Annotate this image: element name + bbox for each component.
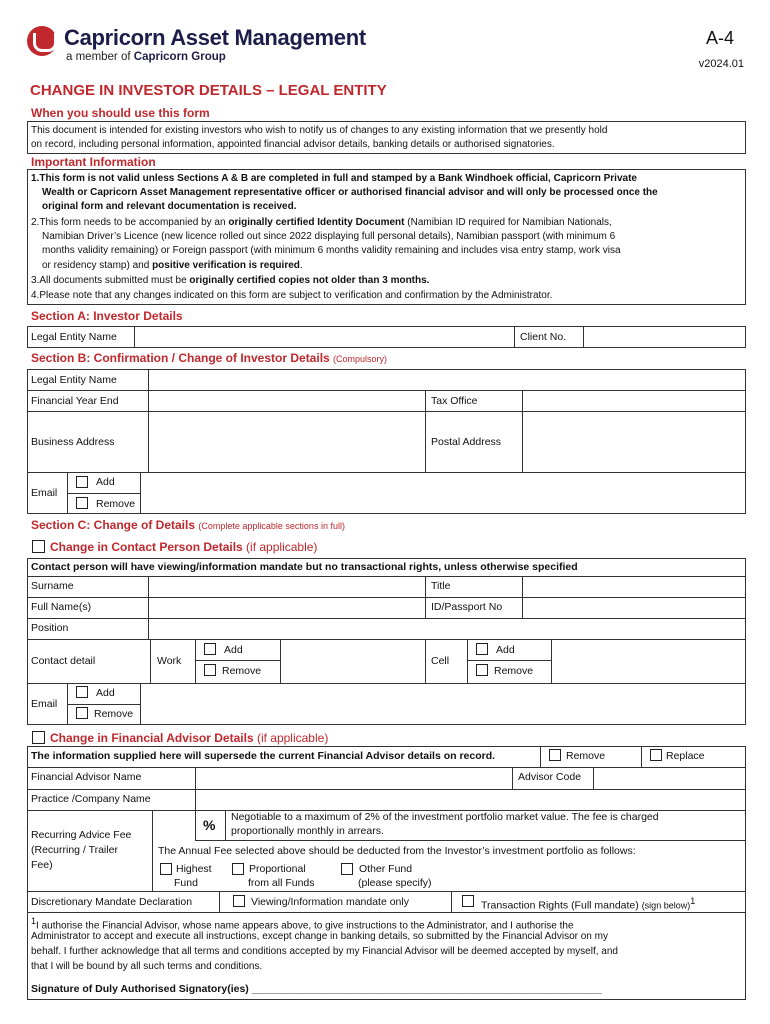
annual-fee-text: The Annual Fee selected above should be deducted from the Investor’s investment portfolio as follows: xyxy=(158,845,636,857)
fa-name-label: Financial Advisor Name xyxy=(31,771,142,783)
proportional-line-2: from all Funds xyxy=(248,877,315,889)
b-financial-year-label: Financial Year End xyxy=(31,395,119,407)
full-names-label: Full Name(s) xyxy=(31,601,92,613)
important-4: 4.Please note that any changes indicated on this form are subject to verification and confirmation by the Administrator. xyxy=(31,290,553,301)
advisor-banner: The information supplied here will supersede the current Financial Advisor details on record. xyxy=(31,750,496,762)
logo-icon xyxy=(27,26,57,56)
id-passport-label: ID/Passport No xyxy=(431,601,503,613)
intro-line-2: on record, including personal information, appointed financial advisor details, banking details or authorised signatories. xyxy=(31,139,555,150)
contact-email-add-checkbox[interactable] xyxy=(76,686,88,698)
viewing-mandate-checkbox[interactable] xyxy=(233,895,245,907)
work-add-checkbox[interactable] xyxy=(204,643,216,655)
important-1-line-2: Wealth or Capricorn Asset Management representative officer or authorised financial advisor and will only be processed once the xyxy=(42,187,658,198)
contact-email-add-label: Add xyxy=(96,687,115,699)
signature-line[interactable]: Signature of Duly Authorised Signatory(ies) ____________________________________________________________ xyxy=(31,983,603,995)
advisor-replace-label: Replace xyxy=(666,750,705,762)
other-fund-checkbox[interactable] xyxy=(341,863,353,875)
important-3: 3.All documents submitted must be originally certified copies not older than 3 months. xyxy=(31,275,430,286)
contact-email-label: Email xyxy=(31,698,58,710)
form-version: v2024.01 xyxy=(698,58,744,70)
b-email-remove-label: Remove xyxy=(96,498,136,510)
declaration-line-3: behalf. I further acknowledge that all terms and conditions accepted by my Financial Advisor will be deemed accepted by myself, and xyxy=(31,946,618,957)
discretionary-label: Discretionary Mandate Declaration xyxy=(31,896,193,908)
contact-detail-label: Contact detail xyxy=(31,655,96,667)
form-code: A-4 xyxy=(705,28,734,48)
b-postal-address-label: Postal Address xyxy=(431,436,502,448)
highest-fund-checkbox[interactable] xyxy=(160,863,172,875)
section-a-heading: Section A: Investor Details xyxy=(31,309,183,323)
transaction-rights-checkbox[interactable] xyxy=(462,895,474,907)
b-email-add-checkbox[interactable] xyxy=(76,476,88,488)
proportional-line-1: Proportional xyxy=(249,863,306,875)
declaration-line-2: Administrator to accept and execute all instructions, except change in banking details, so submitted by the Financial Advisor on my xyxy=(31,931,608,942)
other-fund-line-2: (please specify) xyxy=(358,877,432,889)
contact-change-checkbox[interactable] xyxy=(32,540,45,553)
other-fund-line-1: Other Fund xyxy=(359,863,413,875)
contact-email-remove-checkbox[interactable] xyxy=(76,707,88,719)
highest-line-2: Fund xyxy=(174,877,198,889)
contact-table xyxy=(27,558,746,725)
client-no-label: Client No. xyxy=(520,331,567,343)
highest-line-1: Highest xyxy=(176,863,212,875)
declaration-line-4: that I will be bound by all such terms and conditions. xyxy=(31,961,263,972)
transaction-rights-label: Transaction Rights (Full mandate) (sign below)$^1$ xyxy=(481,896,696,912)
cell-add-label: Add xyxy=(496,644,515,656)
b-email-label: Email xyxy=(31,487,58,499)
work-add-label: Add xyxy=(224,644,243,656)
page-title: CHANGE IN INVESTOR DETAILS – LEGAL ENTITY xyxy=(30,82,387,99)
section-b-heading: Section B: Confirmation / Change of Investor Details (Compulsory) xyxy=(31,351,388,365)
practice-label: Practice /Company Name xyxy=(31,793,151,805)
cell-remove-label: Remove xyxy=(494,665,534,677)
important-heading: Important Information xyxy=(31,155,156,169)
proportional-checkbox[interactable] xyxy=(232,863,244,875)
work-remove-label: Remove xyxy=(222,665,262,677)
work-remove-checkbox[interactable] xyxy=(204,664,216,676)
cell-label: Cell xyxy=(431,655,450,667)
recurring-fee-line-3: Fee) xyxy=(31,859,53,871)
declaration-line-1: $^1$I authorise the Financial Advisor, whose name appears above, to give instructions to the Administrator, and I authorise the xyxy=(31,916,574,932)
important-2-line-4: or residency stamp) and positive verification is required. xyxy=(42,260,303,271)
negotiable-line-2: proportionally monthly in arrears. xyxy=(231,825,384,837)
section-c-heading: Section C: Change of Details (Complete applicable sections in full) xyxy=(31,518,345,532)
logo-title: Capricorn Asset Management xyxy=(64,25,366,50)
contact-banner: Contact person will have viewing/information mandate but no transactional rights, unless otherwise specified xyxy=(31,561,578,573)
work-label: Work xyxy=(157,655,182,667)
recurring-fee-line-2: (Recurring / Trailer xyxy=(31,844,118,856)
negotiable-line-1: Negotiable to a maximum of 2% of the investment portfolio market value. The fee is charged xyxy=(231,811,659,823)
viewing-mandate-label: Viewing/Information mandate only xyxy=(251,896,409,908)
advisor-heading: Change in Financial Advisor Details (if applicable) xyxy=(50,731,329,745)
intro-line-1: This document is intended for existing investors who wish to notify us of changes to any existing information that we presently hold xyxy=(31,125,608,136)
advisor-code-label: Advisor Code xyxy=(518,771,582,783)
b-email-add-label: Add xyxy=(96,476,115,488)
advisor-change-checkbox[interactable] xyxy=(32,731,45,744)
important-2-line-2: Namibian Driver’s Licence (new licence rolled out since 2022 displaying full personal details), Namibian passport (with minimum 6 xyxy=(42,231,616,242)
b-legal-entity-label: Legal Entity Name xyxy=(31,374,117,386)
important-2-line-3: months validity remaining) or Foreign passport (with minimum 6 months validity remaining and includes visa entry stamp, work visa xyxy=(42,245,621,256)
important-2-line-1: 2.This form needs to be accompanied by an originally certified Identity Document (Namibian ID required for Namibian Nationals, xyxy=(31,217,612,228)
advisor-remove-label: Remove xyxy=(566,750,606,762)
cell-add-checkbox[interactable] xyxy=(476,643,488,655)
contact-heading: Change in Contact Person Details (if applicable) xyxy=(50,540,318,554)
important-1-line-1: 1.This form is not valid unless Sections A & B are completed in full and stamped by a Bank Windhoek official, Capricorn Private xyxy=(31,173,637,184)
advice-fee-percent-field[interactable] xyxy=(160,812,200,838)
b-business-address-label: Business Address xyxy=(31,436,115,448)
percent-sign: % xyxy=(203,817,216,833)
important-1-line-3: original form and relevant documentation is received. xyxy=(42,201,297,212)
b-email-remove-checkbox[interactable] xyxy=(76,497,88,509)
advisor-remove-checkbox[interactable] xyxy=(549,749,561,761)
recurring-fee-line-1: Recurring Advice Fee xyxy=(31,829,132,841)
advisor-replace-checkbox[interactable] xyxy=(650,749,662,761)
contact-email-remove-label: Remove xyxy=(94,708,134,720)
b-tax-office-label: Tax Office xyxy=(431,395,478,407)
title-label: Title xyxy=(431,580,451,592)
legal-entity-name-label: Legal Entity Name xyxy=(31,331,117,343)
intro-heading: When you should use this form xyxy=(31,106,210,120)
position-label: Position xyxy=(31,622,69,634)
client-no-field[interactable] xyxy=(585,328,744,346)
legal-entity-name-field[interactable] xyxy=(136,328,512,346)
cell-remove-checkbox[interactable] xyxy=(476,664,488,676)
surname-label: Surname xyxy=(31,580,74,592)
logo-subtitle: a member of Capricorn Group xyxy=(66,51,226,63)
